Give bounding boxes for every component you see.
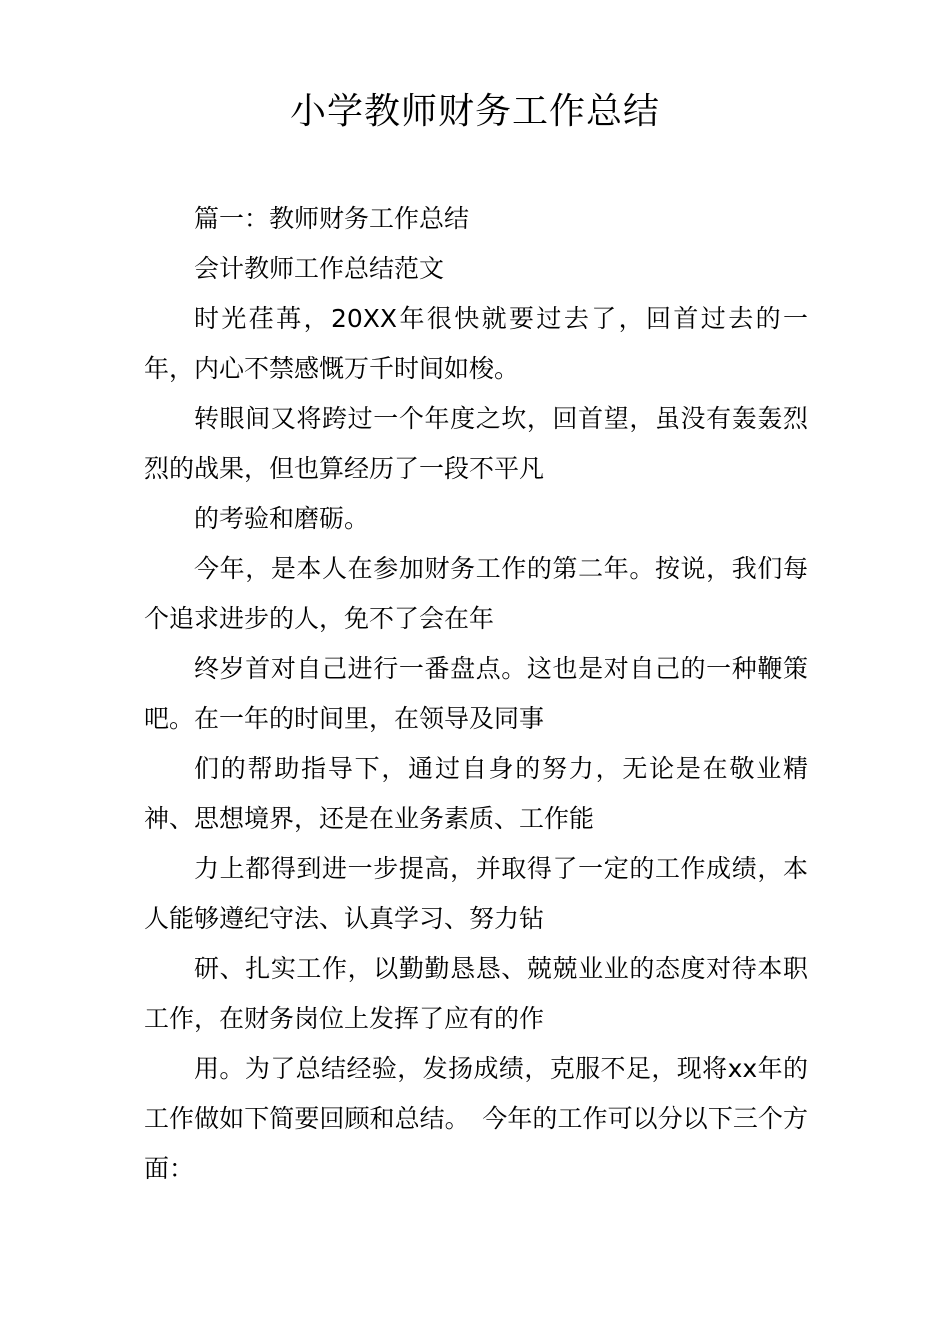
paragraph-3: 时光荏苒，20XX年很快就要过去了，回首过去的一年，内心不禁感慨万千时间如梭。: [144, 304, 808, 383]
paragraph-9: 力上都得到进一步提高，并取得了一定的工作成绩，本人能够遵纪守法、认真学习、努力钻: [144, 854, 808, 933]
document-title: 小学教师财务工作总结: [289, 91, 660, 132]
document-body: [144, 194, 808, 1194]
paragraph-1: 篇一：教师财务工作总结: [194, 204, 470, 233]
paragraph-10: 研、扎实工作，以勤勤恳恳、兢兢业业的态度对待本职工作，在财务岗位上发挥了应有的作: [144, 954, 808, 1033]
paragraph-6: 今年，是本人在参加财务工作的第二年。按说，我们每个追求进步的人，免不了会在年: [144, 554, 808, 633]
paragraph-4: 转眼间又将跨过一个年度之坎，回首望，虽没有轰轰烈烈的战果，但也算经历了一段不平凡: [144, 404, 808, 483]
paragraph-7: 终岁首对自己进行一番盘点。这也是对自己的一种鞭策吧。在一年的时间里，在领导及同事: [144, 654, 808, 733]
paragraph-2: 会计教师工作总结范文: [194, 254, 445, 283]
paragraph-8: 们的帮助指导下，通过自身的努力，无论是在敬业精神、思想境界，还是在业务素质、工作能: [144, 754, 808, 833]
paragraph-5: 的考验和磨砺。: [194, 504, 370, 533]
paragraph-11: 用。为了总结经验，发扬成绩，克服不足，现将xx年的工作做如下简要回顾和总结。 今年的工作可以分以下三个方面：: [144, 1054, 808, 1183]
